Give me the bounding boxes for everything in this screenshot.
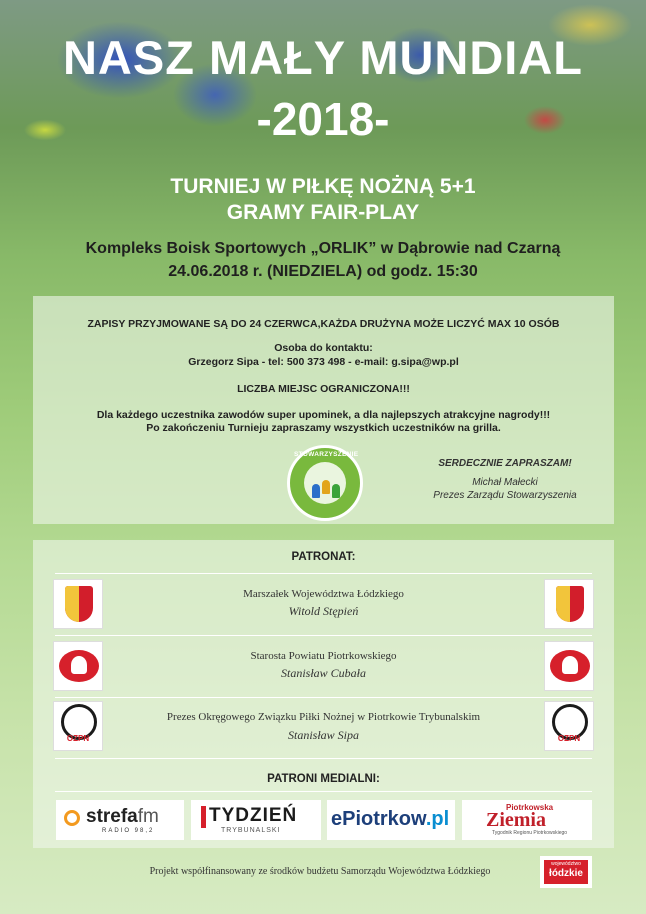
patron-1-title: Marszałek Województwa Łódzkiego bbox=[243, 588, 404, 600]
epiotrkow-logo: ePiotrkow.pl bbox=[327, 800, 455, 840]
association-logo: STOWARZYSZENIE bbox=[287, 445, 363, 521]
prizes-text: Dla każdego uczestnika zawodów super upominek, a dla najlepszych atrakcyjne nagrody!!! bbox=[96, 409, 551, 421]
limited-places-text: LICZBA MIEJSC OGRANICZONA!!! bbox=[237, 383, 410, 395]
ozpn-logo-icon: OZPN bbox=[544, 701, 594, 751]
patron-2-title: Starosta Powiatu Piotrkowskiego bbox=[250, 650, 397, 662]
main-title: NASZ MAŁY MUNDIAL bbox=[62, 31, 584, 84]
grill-text: Po zakończeniu Turnieju zapraszamy wszystkich uczestników na grilla. bbox=[146, 422, 501, 434]
date-text: 24.06.2018 r. (NIEDZIELA) od godz. 15:30 bbox=[168, 263, 478, 280]
patron-2-name: Stanisław Cubała bbox=[280, 666, 366, 680]
contact-details: Grzegorz Sipa - tel: 500 373 498 - e-mail: g.sipa@wp.pl bbox=[188, 356, 459, 368]
signatory-title: Prezes Zarządu Stowarzyszenia bbox=[433, 490, 577, 501]
invitation-text: SERDECZNIE ZAPRASZAM! bbox=[438, 458, 572, 469]
main-title-year: -2018- bbox=[256, 93, 390, 145]
signatory-name: Michał Małecki bbox=[472, 477, 538, 488]
registration-text: ZAPISY PRZYJMOWANE SĄ DO 24 CZERWCA,KAŻDA DRUŻYNA MOŻE LICZYĆ MAX 10 OSÓB bbox=[87, 318, 560, 330]
contact-label: Osoba do kontaktu: bbox=[274, 342, 373, 354]
lodzkie-logo: województwo łódzkie bbox=[540, 856, 592, 888]
patron-3-name: Stanisław Sipa bbox=[287, 728, 359, 742]
patron-3-title: Prezes Okręgowego Związku Piłki Nożnej w Piotrkowie Trybunalskim bbox=[166, 711, 481, 723]
patron-1-name: Witold Stępień bbox=[288, 604, 359, 618]
ozpn-logo-icon: OZPN bbox=[53, 701, 103, 751]
ziemia-logo: Piotrkowska Ziemia Tygodnik Regionu Piotrkowskiego bbox=[462, 800, 592, 840]
subtitle-tournament: TURNIEJ W PIŁKĘ NOŻNĄ 5+1 bbox=[170, 175, 476, 198]
voivodeship-crest-icon bbox=[544, 579, 594, 629]
cofinancing-note: Projekt współfinansowany ze środków budżetu Samorządu Województwa Łódzkiego bbox=[149, 866, 491, 877]
venue-text: Kompleks Boisk Sportowych „ORLIK” w Dąbrowie nad Czarną bbox=[85, 240, 561, 257]
county-crest-icon bbox=[544, 641, 594, 691]
tydzien-logo: TYDZIEŃ TRYBUNALSKI bbox=[191, 800, 321, 840]
patronage-title: PATRONAT: bbox=[291, 551, 356, 563]
strefa-fm-logo: strefafm RADIO 98,2 bbox=[56, 800, 184, 840]
media-patrons-title: PATRONI MEDIALNI: bbox=[267, 773, 380, 785]
subtitle-fairplay: GRAMY FAIR-PLAY bbox=[226, 201, 420, 224]
